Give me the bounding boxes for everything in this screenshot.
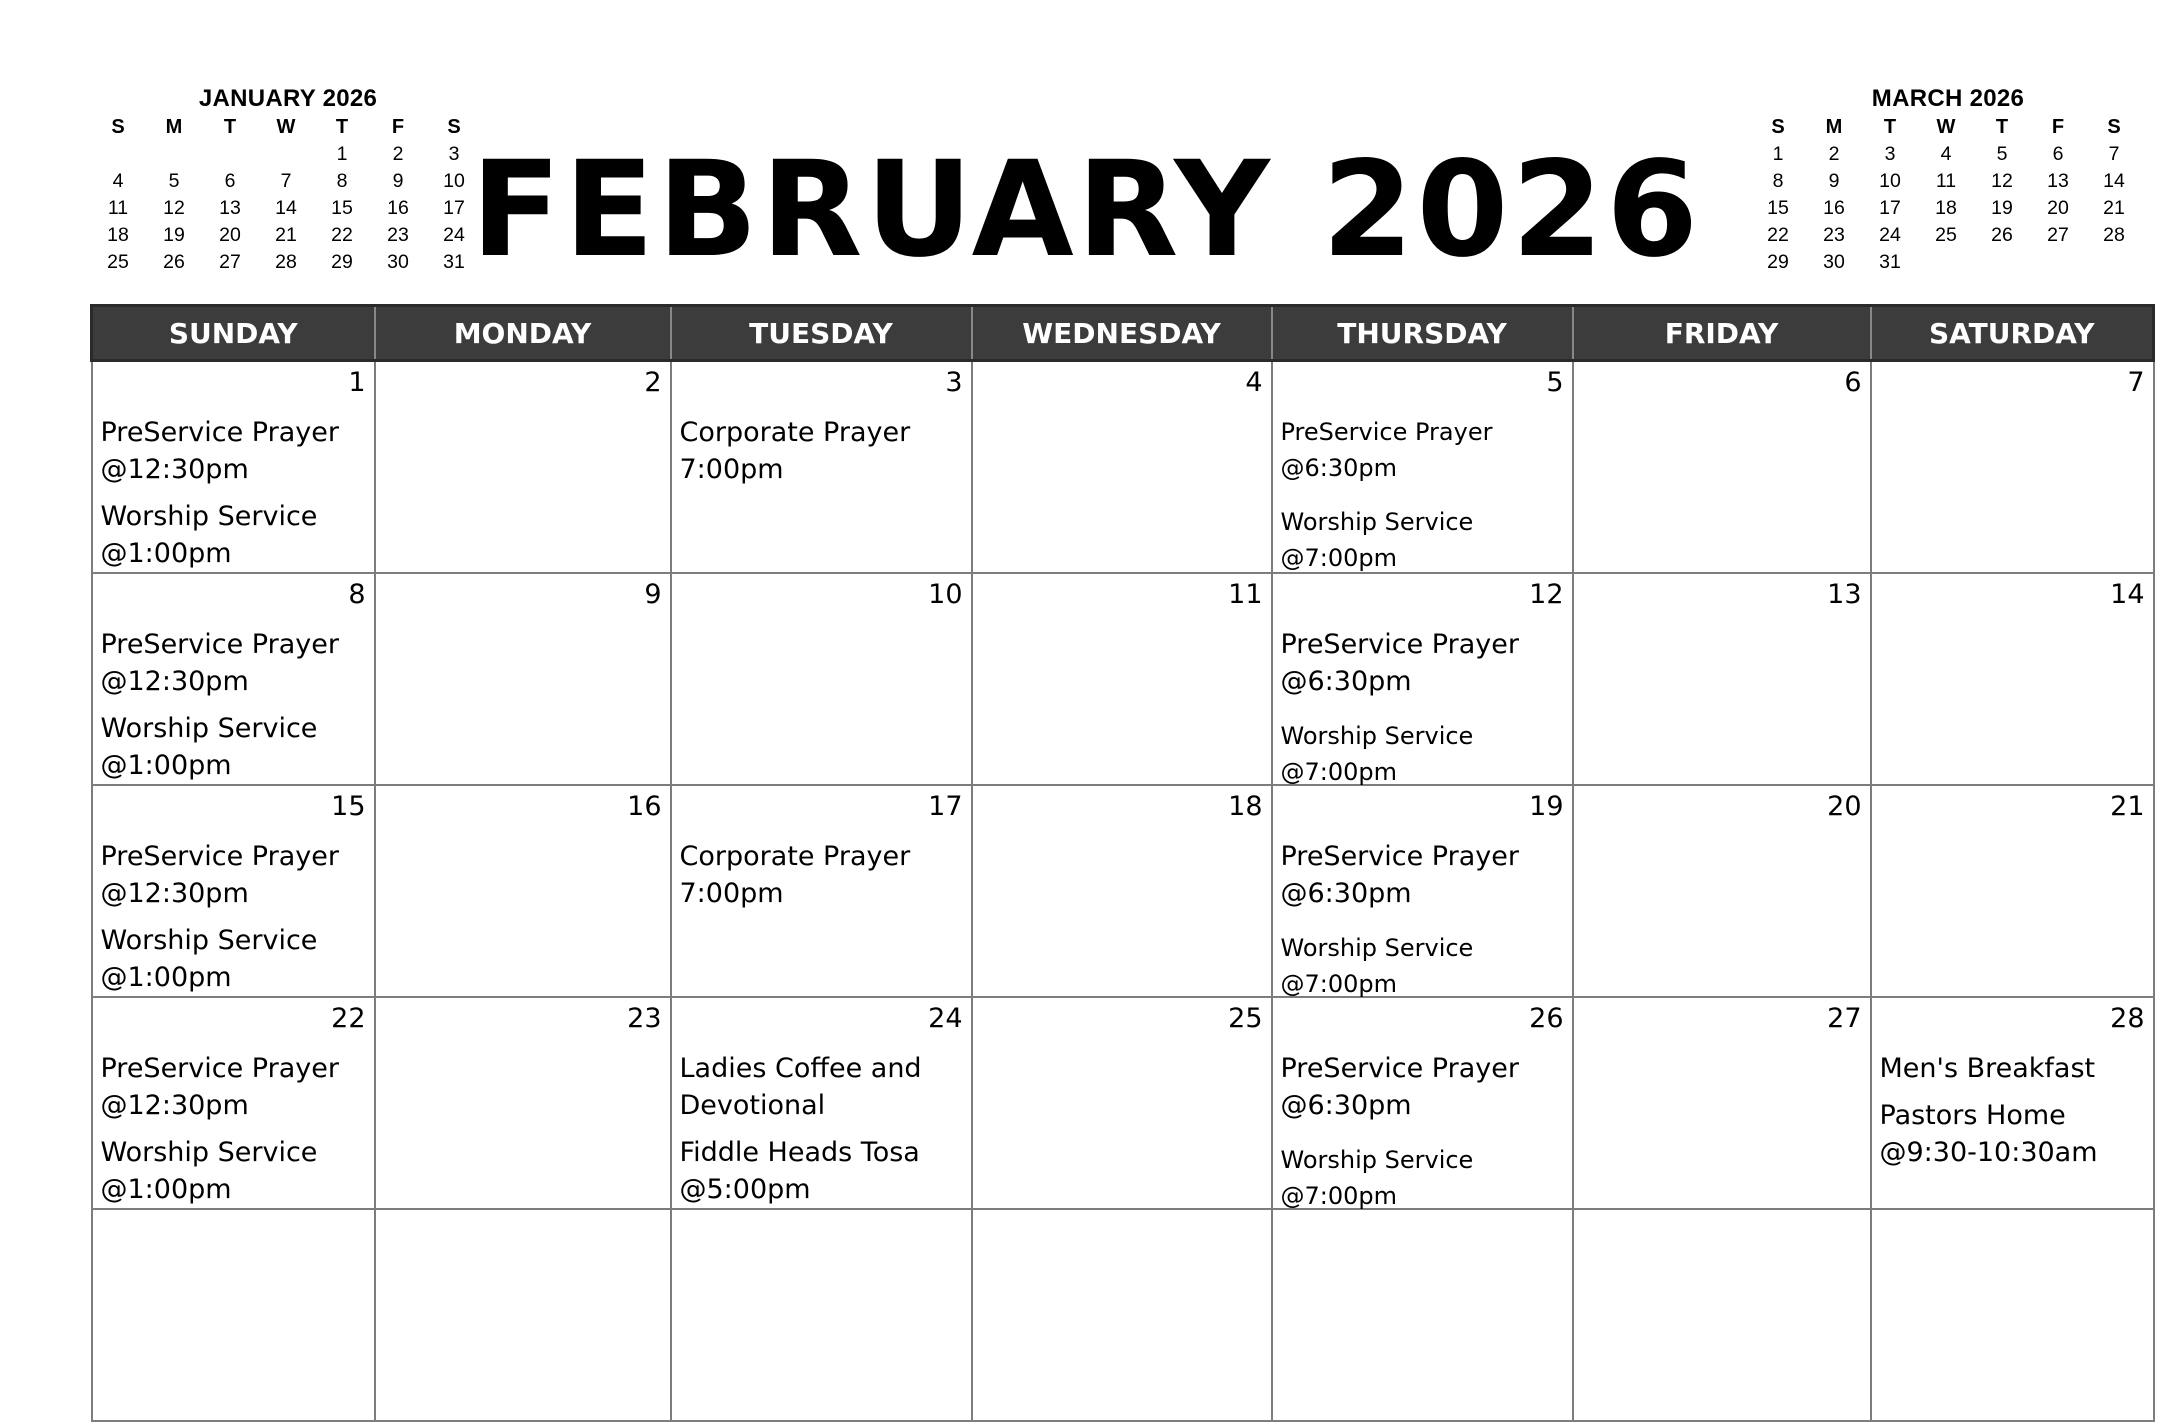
week-row bbox=[92, 997, 2154, 1209]
day-number: 18 bbox=[1228, 791, 1263, 822]
day-cell-content bbox=[973, 998, 1271, 1208]
weekday-header-friday: FRIDAY bbox=[1573, 306, 1871, 361]
mini-day: 14 bbox=[2103, 170, 2125, 192]
event-text: PreService Prayer @6:30pm bbox=[1280, 841, 1519, 909]
day-cell[interactable] bbox=[671, 1209, 972, 1421]
event-text: PreService Prayer @6:30pm bbox=[1280, 629, 1519, 697]
day-number: 27 bbox=[1827, 1003, 1862, 1034]
day-cell[interactable] bbox=[375, 785, 671, 997]
page-title: FEBRUARY 2026 bbox=[470, 133, 1702, 287]
event-text: PreService Prayer @6:30pm bbox=[1280, 1053, 1519, 1121]
mini-weekday-label: S bbox=[447, 116, 461, 138]
event-text: Worship Service @1:00pm bbox=[100, 713, 318, 781]
day-cell[interactable] bbox=[972, 997, 1272, 1209]
mini-day: 16 bbox=[387, 197, 409, 219]
day-number: 17 bbox=[928, 791, 963, 822]
mini-day: 7 bbox=[2108, 143, 2120, 165]
day-cell[interactable] bbox=[1272, 573, 1573, 785]
mini-day: 2 bbox=[392, 143, 404, 165]
mini-day: 5 bbox=[1996, 143, 2008, 165]
mini-weekday-label: T bbox=[335, 116, 349, 138]
event-text: PreService Prayer @6:30pm bbox=[1280, 418, 1493, 482]
day-cell-content bbox=[672, 574, 971, 784]
mini-day: 30 bbox=[387, 251, 409, 273]
day-number: 28 bbox=[2110, 1003, 2145, 1034]
week-row bbox=[92, 361, 2154, 574]
mini-weekday-label: W bbox=[276, 116, 296, 138]
day-cell[interactable] bbox=[375, 573, 671, 785]
day-cell[interactable] bbox=[375, 1209, 671, 1421]
day-cell-content bbox=[376, 574, 670, 784]
day-cell[interactable] bbox=[1871, 997, 2154, 1209]
weekday-header-sunday: SUNDAY bbox=[92, 306, 375, 361]
weekday-header-tuesday: TUESDAY bbox=[671, 306, 972, 361]
mini-day: 31 bbox=[1879, 251, 1901, 273]
mini-day: 27 bbox=[2047, 224, 2069, 246]
mini-day: 2 bbox=[1828, 143, 1840, 165]
day-cell-content bbox=[376, 786, 670, 996]
day-cell-content bbox=[93, 574, 374, 784]
day-number: 3 bbox=[945, 367, 963, 398]
day-cell-content bbox=[973, 362, 1271, 572]
mini-weekday-label: F bbox=[2051, 116, 2065, 138]
event-text: PreService Prayer @12:30pm bbox=[100, 629, 339, 697]
mini-day: 28 bbox=[2103, 224, 2125, 246]
day-cell-content bbox=[376, 362, 670, 572]
event-text: Worship Service @7:00pm bbox=[1280, 1146, 1474, 1210]
mini-day: 17 bbox=[1879, 197, 1901, 219]
mini-weekday-label: F bbox=[391, 116, 405, 138]
mini-day: 21 bbox=[2103, 197, 2125, 219]
mini-day: 31 bbox=[443, 251, 465, 273]
mini-day: 6 bbox=[224, 170, 236, 192]
event-text: Fiddle Heads Tosa @5:00pm bbox=[679, 1137, 920, 1205]
day-cell[interactable] bbox=[972, 785, 1272, 997]
day-cell-content bbox=[1574, 362, 1870, 572]
mini-day: 13 bbox=[2047, 170, 2069, 192]
mini-day: 8 bbox=[1772, 170, 1784, 192]
mini-day: 16 bbox=[1823, 197, 1845, 219]
mini-day: 4 bbox=[112, 170, 124, 192]
day-cell-content bbox=[93, 362, 374, 572]
day-cell[interactable] bbox=[972, 361, 1272, 574]
day-number: 16 bbox=[627, 791, 662, 822]
mini-day: 1 bbox=[336, 143, 348, 165]
day-number: 2 bbox=[644, 367, 662, 398]
mini-day: 24 bbox=[443, 224, 465, 246]
event-text: Worship Service @7:00pm bbox=[1280, 722, 1474, 786]
weekday-header-thursday: THURSDAY bbox=[1272, 306, 1573, 361]
mini-day: 12 bbox=[163, 197, 185, 219]
day-number: 10 bbox=[928, 579, 963, 610]
day-cell-content bbox=[93, 1210, 374, 1420]
day-cell[interactable] bbox=[671, 361, 972, 574]
event-text: Men's Breakfast bbox=[1879, 1053, 2096, 1084]
day-number: 21 bbox=[2110, 791, 2145, 822]
mini-day: 29 bbox=[1767, 251, 1789, 273]
mini-day: 10 bbox=[1879, 170, 1901, 192]
day-cell[interactable] bbox=[92, 1209, 375, 1421]
event-text: Worship Service @1:00pm bbox=[100, 925, 318, 993]
day-cell[interactable] bbox=[92, 997, 375, 1209]
mini-day: 29 bbox=[331, 251, 353, 273]
day-cell-content bbox=[672, 1210, 971, 1420]
mini-day: 25 bbox=[107, 251, 129, 273]
day-number: 15 bbox=[331, 791, 366, 822]
mini-day: 26 bbox=[1991, 224, 2013, 246]
mini-day: 5 bbox=[168, 170, 180, 192]
event-text: Worship Service @7:00pm bbox=[1280, 934, 1474, 998]
day-cell-content bbox=[1574, 1210, 1870, 1420]
day-cell[interactable] bbox=[671, 785, 972, 997]
mini-day: 1 bbox=[1772, 143, 1784, 165]
day-cell-content bbox=[1574, 786, 1870, 996]
day-cell-content bbox=[1574, 574, 1870, 784]
day-cell-content bbox=[1574, 998, 1870, 1208]
day-number: 8 bbox=[348, 579, 366, 610]
mini-day: 18 bbox=[1935, 197, 1957, 219]
day-cell[interactable] bbox=[1272, 997, 1573, 1209]
day-cell[interactable] bbox=[1573, 573, 1871, 785]
mini-day: 15 bbox=[331, 197, 353, 219]
day-cell[interactable] bbox=[1871, 361, 2154, 574]
day-cell-content bbox=[376, 1210, 670, 1420]
event-text: Pastors Home @9:30-10:30am bbox=[1879, 1100, 2098, 1168]
day-cell[interactable] bbox=[1573, 785, 1871, 997]
day-number: 5 bbox=[1546, 367, 1564, 398]
mini-day: 24 bbox=[1879, 224, 1901, 246]
day-cell[interactable] bbox=[1272, 361, 1573, 574]
day-cell-content bbox=[93, 786, 374, 996]
mini-day: 9 bbox=[392, 170, 404, 192]
mini-day: 21 bbox=[275, 224, 297, 246]
mini-day: 22 bbox=[1767, 224, 1789, 246]
mini-day: 23 bbox=[1823, 224, 1845, 246]
day-cell[interactable] bbox=[375, 997, 671, 1209]
mini-day: 11 bbox=[107, 197, 129, 219]
day-cell[interactable] bbox=[92, 573, 375, 785]
mini-day: 17 bbox=[443, 197, 465, 219]
day-cell-content bbox=[1273, 1210, 1572, 1420]
mini-day: 13 bbox=[219, 197, 241, 219]
week-row bbox=[92, 1209, 2154, 1421]
weekday-header-monday: MONDAY bbox=[375, 306, 671, 361]
day-cell[interactable] bbox=[671, 573, 972, 785]
event-text: Worship Service @1:00pm bbox=[100, 1137, 318, 1205]
day-cell-content bbox=[1273, 574, 1572, 784]
mini-weekday-label: T bbox=[1883, 116, 1897, 138]
mini-day: 23 bbox=[387, 224, 409, 246]
day-cell-content bbox=[973, 574, 1271, 784]
mini-weekday-label: T bbox=[223, 116, 237, 138]
day-cell-content bbox=[1872, 998, 2153, 1208]
day-cell-content bbox=[1273, 362, 1572, 572]
day-number: 14 bbox=[2110, 579, 2145, 610]
mini-day: 18 bbox=[107, 224, 129, 246]
mini-day: 19 bbox=[163, 224, 185, 246]
day-cell[interactable] bbox=[671, 997, 972, 1209]
mini-day: 15 bbox=[1767, 197, 1789, 219]
mini-weekday-label: S bbox=[111, 116, 125, 138]
event-text: Worship Service @7:00pm bbox=[1280, 508, 1474, 572]
event-text: Worship Service @1:00pm bbox=[100, 501, 318, 569]
mini-day: 20 bbox=[219, 224, 241, 246]
mini-day: 27 bbox=[219, 251, 241, 273]
day-cell-content bbox=[1872, 574, 2153, 784]
day-number: 12 bbox=[1529, 579, 1564, 610]
event-text: PreService Prayer @12:30pm bbox=[100, 417, 339, 485]
day-number: 24 bbox=[928, 1003, 963, 1034]
day-cell-content bbox=[376, 998, 670, 1208]
weekday-header-saturday: SATURDAY bbox=[1871, 306, 2154, 361]
mini-day: 7 bbox=[280, 170, 292, 192]
mini-day: 14 bbox=[275, 197, 297, 219]
day-cell-content bbox=[1273, 786, 1572, 996]
day-number: 7 bbox=[2127, 367, 2145, 398]
mini-day: 22 bbox=[331, 224, 353, 246]
mini-day: 25 bbox=[1935, 224, 1957, 246]
week-row bbox=[92, 573, 2154, 785]
day-cell-content bbox=[1872, 786, 2153, 996]
day-cell-content bbox=[973, 1210, 1271, 1420]
weekday-header-row bbox=[92, 306, 2154, 361]
day-number: 6 bbox=[1844, 367, 1862, 398]
week-row bbox=[92, 785, 2154, 997]
day-cell[interactable] bbox=[92, 785, 375, 997]
day-cell[interactable] bbox=[1573, 361, 1871, 574]
event-text: PreService Prayer @12:30pm bbox=[100, 1053, 339, 1121]
day-number: 4 bbox=[1245, 367, 1263, 398]
mini-day: 10 bbox=[443, 170, 465, 192]
mini-weekday-label: W bbox=[1936, 116, 1956, 138]
day-number: 9 bbox=[644, 579, 662, 610]
mini-day: 30 bbox=[1823, 251, 1845, 273]
mini-day: 12 bbox=[1991, 170, 2013, 192]
mini-day: 8 bbox=[336, 170, 348, 192]
day-cell-content bbox=[1273, 998, 1572, 1208]
month-calendar bbox=[90, 304, 2155, 1422]
mini-weekday-label: M bbox=[1825, 116, 1843, 138]
day-cell[interactable] bbox=[972, 573, 1272, 785]
day-cell[interactable] bbox=[375, 361, 671, 574]
event-text: Ladies Coffee and Devotional bbox=[679, 1053, 922, 1121]
mini-day: 20 bbox=[2047, 197, 2069, 219]
day-number: 19 bbox=[1529, 791, 1564, 822]
mini-day: 6 bbox=[2052, 143, 2064, 165]
day-cell[interactable] bbox=[1272, 785, 1573, 997]
day-number: 25 bbox=[1228, 1003, 1263, 1034]
mini-day: 4 bbox=[1940, 143, 1952, 165]
event-text: Corporate Prayer 7:00pm bbox=[679, 841, 911, 909]
mini-day: 26 bbox=[163, 251, 185, 273]
event-text: PreService Prayer @12:30pm bbox=[100, 841, 339, 909]
day-cell[interactable] bbox=[92, 361, 375, 574]
weekday-header-wednesday: WEDNESDAY bbox=[972, 306, 1272, 361]
day-cell[interactable] bbox=[1871, 573, 2154, 785]
day-cell-content bbox=[973, 786, 1271, 996]
mini-weekday-label: S bbox=[2107, 116, 2121, 138]
day-cell-content bbox=[672, 786, 971, 996]
day-number: 13 bbox=[1827, 579, 1862, 610]
day-cell[interactable] bbox=[1871, 785, 2154, 997]
day-number: 22 bbox=[331, 1003, 366, 1034]
day-cell[interactable] bbox=[972, 1209, 1272, 1421]
day-number: 11 bbox=[1228, 579, 1263, 610]
mini-day: 3 bbox=[448, 143, 460, 165]
day-cell-content bbox=[1872, 362, 2153, 572]
day-cell-content bbox=[672, 998, 971, 1208]
mini-day: 9 bbox=[1828, 170, 1840, 192]
mini-day: 28 bbox=[275, 251, 297, 273]
day-number: 1 bbox=[348, 367, 366, 398]
mini-weekday-label: S bbox=[1771, 116, 1785, 138]
day-cell-content bbox=[672, 362, 971, 572]
day-number: 26 bbox=[1529, 1003, 1564, 1034]
calendar-body bbox=[92, 361, 2154, 1422]
day-cell[interactable] bbox=[1871, 1209, 2154, 1421]
mini-day: 3 bbox=[1884, 143, 1896, 165]
day-number: 20 bbox=[1827, 791, 1862, 822]
day-number: 23 bbox=[627, 1003, 662, 1034]
day-cell-content bbox=[1872, 1210, 2153, 1420]
mini-calendar-title: MARCH 2026 bbox=[1871, 85, 2025, 112]
event-text: Corporate Prayer 7:00pm bbox=[679, 417, 911, 485]
mini-calendar-title: JANUARY 2026 bbox=[198, 85, 378, 112]
mini-weekday-label: M bbox=[165, 116, 183, 138]
day-cell[interactable] bbox=[1573, 1209, 1871, 1421]
day-cell[interactable] bbox=[1573, 997, 1871, 1209]
day-cell[interactable] bbox=[1272, 1209, 1573, 1421]
mini-day: 11 bbox=[1935, 170, 1957, 192]
day-cell-content bbox=[93, 998, 374, 1208]
mini-weekday-label: T bbox=[1995, 116, 2009, 138]
mini-day: 19 bbox=[1991, 197, 2013, 219]
